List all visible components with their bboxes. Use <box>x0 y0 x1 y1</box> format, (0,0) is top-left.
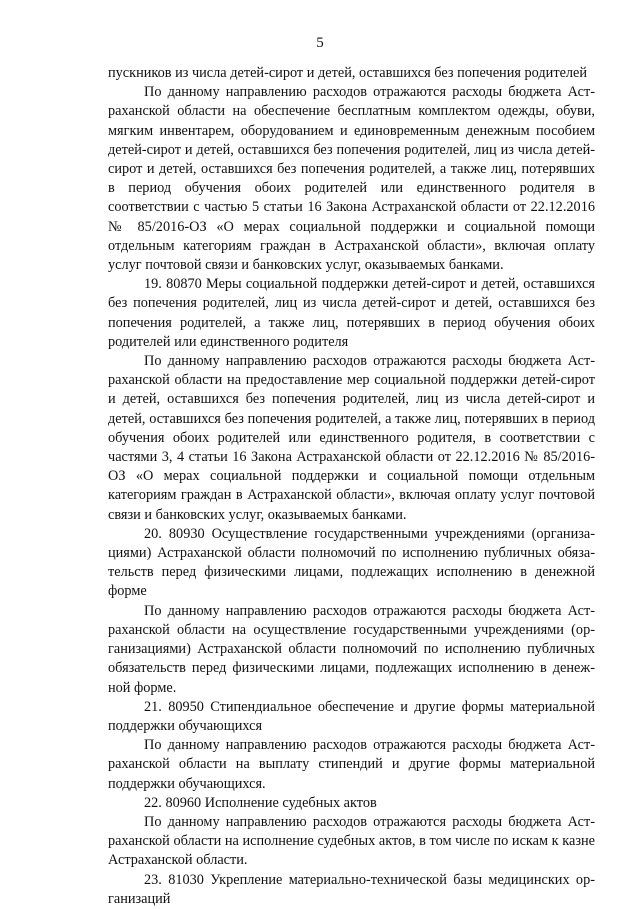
paragraph-description: По данному направлению расходов отражаются расходы бюджета Астраханской области на предоставление мер социальной поддержки детей-сирот и детей, оставшихся без попечения родителей, лиц из числа детей-сирот и детей, оставшихся без попечения родителей, а также лиц, потерявших в период обучения обоих родителей или единственного родителя, в соответствии с частями 3, 4 статьи 16 Закона Астраханской области от 22.12.2016 № 85/2016-ОЗ «О мерах социальной поддержки и социальной помощи отдельным категориям граждан в Астраханской области», включая оплату услуг почтовой связи и банковских услуг, оказываемых банками. <box>108 353 595 523</box>
section-heading-21: 21. 80950 Стипендиальное обеспечение и другие формы материальной поддержки обучающихся <box>108 698 595 734</box>
section-heading-20: 20. 80930 Осуществление государственными учреждениями (организациями) Астраханской области полномочий по исполнению публичных обязательств перед физическими лицами, подлежащих исполнению в денежной форме <box>108 525 595 600</box>
paragraph-description: По данному направлению расходов отражаются расходы бюджета Астраханской области на осуществление государственными учреждениями (организациями) Астраханской области полномочий по исполнению публичных обязательств перед физическими лицами, подлежащих исполнению в денежной форме. <box>108 602 595 696</box>
section-heading-23: 23. 81030 Укрепление материально-технической базы медицинских организаций <box>108 871 595 907</box>
page-number: 5 <box>316 35 324 51</box>
paragraph-continuation: пускников из числа детей-сирот и детей, оставшихся без попечения родителей <box>108 65 588 81</box>
section-heading-22: 22. 80960 Исполнение судебных актов <box>144 794 377 811</box>
section-heading-19: 19. 80870 Меры социальной поддержки детей-сирот и детей, оставшихся без попечения родителей, лиц из числа детей-сирот и детей, оставшихся без попечения родителей, а также лиц, потерявших в период обучения обоих родителей или единственного родителя <box>108 276 595 350</box>
document-body <box>108 64 595 909</box>
paragraph-description: По данному направлению расходов отражаются расходы бюджета Астраханской области на обеспечение бесплатным комплектом одежды, обуви, мягким инвентарем, оборудованием и единовременным денежным пособием детей-сирот и детей, оставшихся без попечения родителей, лиц из числа детей-сирот и детей, оставшихся без попечения родителей, а также лиц, потерявших в период обучения обоих родителей или единственного родителя в соответствии с частью 5 статьи 16 Закона Астраханской области от 22.12.2016 № 85/2016-ОЗ «О мерах социальной поддержки и социальной помощи отдельным категориям граждан в Астраханской области», включая оплату услуг почтовой связи и банковских услуг, оказываемых банками. <box>108 84 595 274</box>
paragraph-description: По данному направлению расходов отражаются расходы бюджета Астраханской области на выплату стипендий и другие формы материальной поддержки обучающихся. <box>108 737 595 792</box>
paragraph-description: По данному направлению расходов отражаются расходы бюджета Астраханской области на исполнение судебных актов, в том числе по искам к казне Астраханской области. <box>108 813 595 869</box>
